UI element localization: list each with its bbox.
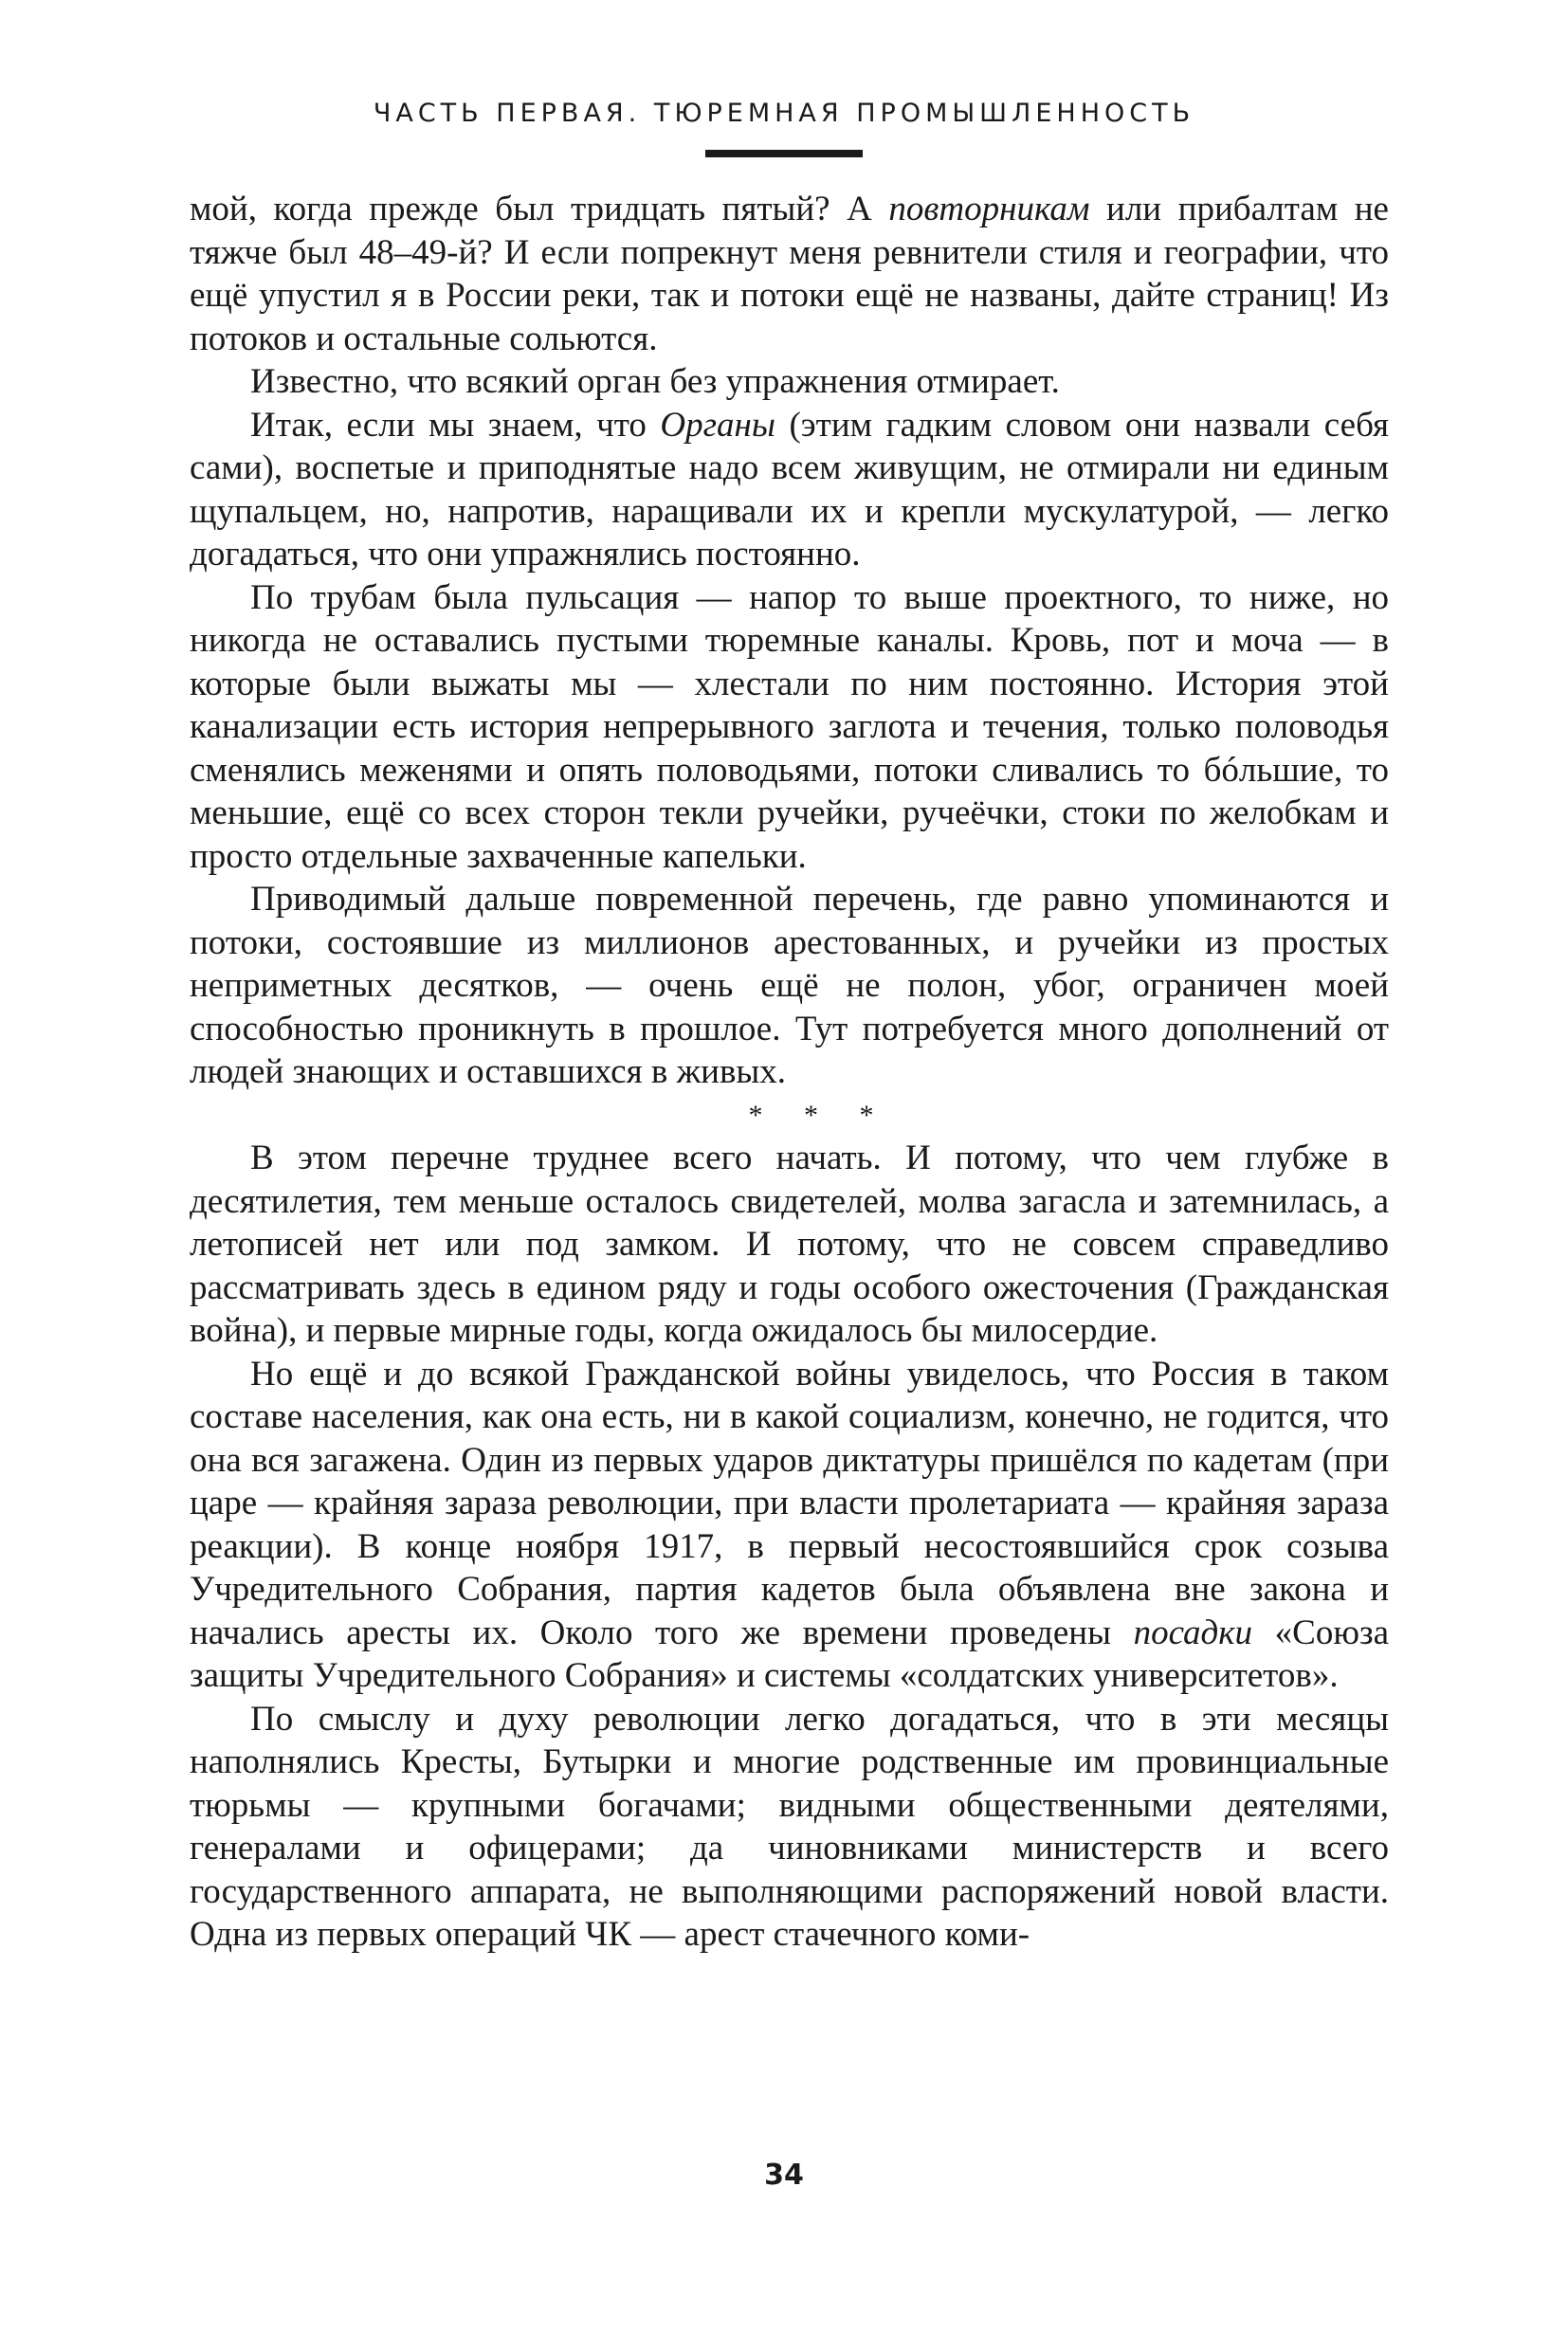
paragraph: Итак, если мы знаем, что Органы (этим гадким словом они назвали себя сами), воспетые и приподнятые надо всем живущим, не отмирали ни единым щупальцем, но, напротив, наращивали их и крепли мускулатурой, — легко догадаться, что они упражнялись постоянно. bbox=[190, 405, 1389, 574]
italic-term: повторникам bbox=[888, 190, 1090, 228]
running-head-title: ЧАСТЬ ПЕРВАЯ. ТЮРЕМНАЯ ПРОМЫШЛЕННОСТЬ bbox=[373, 99, 1195, 128]
italic-term: Органы bbox=[660, 405, 775, 445]
paragraph: Но ещё и до всякой Гражданской войны увиделось, что Россия в таком составе населения, как она есть, ни в какой социализм, конечно, не годится, что она вся загажена. Один из первых ударов диктатуры пришёлся по кадетам (при царе — крайняя зараза революции, при власти пролетариата — крайняя зараза реакции). В конце ноября 1917, в первый несостоявшийся срок созыва Учредительного Собрания, партия кадетов была объявлена вне закона и начались аресты их. Около того же времени проведены посадки «Союза защиты Учредительного Собрания» и системы «солдатских университетов». bbox=[190, 1354, 1390, 1695]
paragraph: Приводимый дальше повременной перечень, где равно упоминаются и потоки, состоявшие из миллионов арестованных, и ручейки из простых неприметных десятков, — очень ещё не полон, убог, ограничен моей способностью проникнуть в прошлое. Тут потребуется много дополнений от людей знающих и оставшихся в живых. bbox=[190, 880, 1389, 1091]
section-separator: * * * bbox=[748, 1099, 891, 1131]
paragraph: Известно, что всякий орган без упражнения отмирает. bbox=[250, 362, 1060, 401]
page-number: 34 bbox=[764, 2159, 804, 2192]
header-rule bbox=[705, 150, 863, 157]
paragraph: По смыслу и духу революции легко догадаться, что в эти месяцы наполнялись Кресты, Бутырки и многие родственные им провинциальные тюрьмы — крупными богачами; видными общественными деятелями, генералами и офицерами; да чиновниками министерств и всего государственного аппарата, не выполняющими распоряжений новой власти. Одна из первых операций ЧК — арест стачечного коми- bbox=[190, 1699, 1389, 1954]
body-text bbox=[190, 188, 1389, 1957]
paragraph: мой, когда прежде был тридцать пятый? А повторникам или прибалтам не тяжче был 48–49-й? И если попрекнут меня ревнители стиля и географии, что ещё упустил я в России реки, так и потоки ещё не названы, дайте страниц! Из потоков и остальные сольются. bbox=[190, 190, 1389, 358]
paragraph: По трубам была пульсация — напор то выше проектного, то ниже, но никогда не оставались пустыми тюремные каналы. Кровь, пот и моча — в которые были выжаты мы — хлестали по ним постоянно. История этой канализации есть история непрерывного заглота и течения, только половодья сменялись меженями и опять половодьями, потоки сливались то бóльшие, то меньшие, ещё со всех сторон текли ручейки, ручеёчки, стоки по желобкам и просто отдельные захваченные капельки. bbox=[190, 577, 1389, 876]
paragraph: В этом перечне труднее всего начать. И потому, что чем глубже в десятилетия, тем меньше осталось свидетелей, молва загасла и затемнилась, а летописей нет или под замком. И потому, что не совсем справедливо рассматривать здесь в едином ряду и годы особого ожесточения (Гражданская война), и первые мирные годы, когда ожидалось бы милосердие. bbox=[190, 1139, 1389, 1350]
italic-term: посадки bbox=[1133, 1613, 1253, 1652]
